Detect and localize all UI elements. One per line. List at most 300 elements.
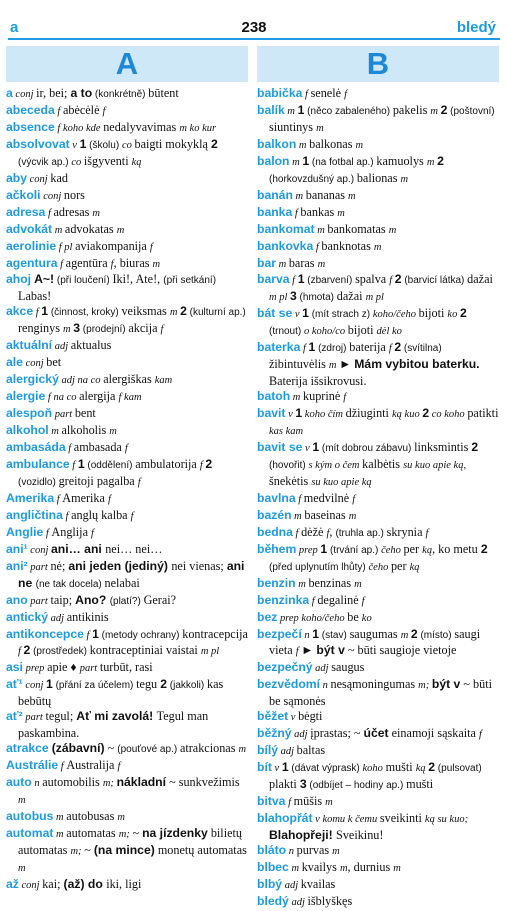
dictionary-entry [257, 406, 499, 440]
entry-text: m [290, 392, 304, 404]
entry-text: f [102, 105, 106, 117]
entry-text: sveikinti [379, 810, 425, 825]
entry-text: m [275, 258, 289, 270]
entry-text: tegu [136, 677, 161, 692]
entry-text: adj na co [58, 375, 104, 387]
dictionary-entry [6, 677, 248, 709]
entry-text: medvilnė [303, 490, 353, 505]
entry-text: įprastas; [310, 726, 354, 741]
entry-text: , ko metu [432, 541, 481, 556]
entry-text: akcija [128, 321, 161, 336]
entry-text: ko [361, 612, 372, 624]
entry-text: einamoji sąskaita [388, 726, 479, 741]
entry-text: 2 [437, 153, 444, 168]
entry-text: f [326, 527, 330, 539]
entry-text: Australija [66, 758, 118, 773]
headword: bar [257, 255, 276, 270]
entry-text: , durnius [347, 859, 394, 874]
entry-text: m [328, 360, 340, 372]
headword: bát se [257, 306, 293, 321]
entry-text: 2 [210, 136, 218, 151]
dictionary-entry [6, 205, 248, 222]
headword: bankovka [257, 238, 314, 253]
entry-text: m [289, 156, 303, 168]
dictionary-entry [257, 677, 499, 709]
entry-text: m pl [200, 646, 220, 658]
dictionary-entry [257, 860, 499, 877]
headword: bavlna [257, 490, 296, 505]
entry-text: ~ būti saugioje vietoje [344, 643, 457, 658]
headword: aby [6, 170, 28, 185]
dictionary-entry [6, 304, 248, 338]
column-a [6, 46, 248, 891]
entry-text: automatas [66, 825, 119, 840]
headword: bavit se [257, 440, 303, 455]
entry-text: pakelis [392, 102, 431, 117]
entry-text: iki, ligi [106, 876, 142, 891]
entry-text: m pl [269, 292, 290, 304]
entry-text: (školu) [86, 139, 122, 151]
entry-text: ~ [353, 726, 364, 741]
dictionary-entry [6, 423, 248, 440]
headword: blbec [257, 859, 289, 874]
entry-text: f [292, 207, 301, 219]
entry-text: ką [131, 156, 142, 168]
entry-text: renginys [18, 321, 64, 336]
dictionary-entry [257, 340, 499, 389]
entry-text: 3 [299, 777, 307, 792]
dictionary-entry [6, 256, 248, 273]
entry-text: linksmintis [414, 440, 472, 455]
dictionary-entry [257, 877, 499, 894]
entry-text: (truhla ap.) [335, 527, 387, 539]
entry-text: adj [291, 729, 311, 741]
entry-text: bėgti [298, 709, 323, 724]
entry-text: senelė [310, 86, 345, 100]
entry-text: part [52, 409, 75, 421]
headword: antický [6, 609, 49, 624]
entry-text: čeho [381, 544, 404, 556]
headword: ačkoli [6, 187, 41, 202]
entry-text: (kulturní ap.) [186, 307, 246, 319]
entry-text: (hovořit) [269, 459, 309, 471]
entry-text: 2 [160, 677, 167, 692]
entry-text: m [53, 828, 67, 840]
entry-text: kuprinė [303, 389, 344, 404]
headword: balon [257, 153, 290, 168]
entry-text: (hmota) [296, 292, 337, 304]
dictionary-entry [6, 338, 248, 355]
headword: absence [6, 119, 55, 134]
entry-text: conj [40, 190, 64, 202]
entry-text: v [292, 309, 303, 321]
entry-text: kai; [42, 876, 64, 891]
entry-text: 1 [308, 340, 316, 355]
entry-text: v [271, 763, 282, 775]
entry-text: v [288, 712, 299, 724]
entry-text: f [117, 761, 121, 773]
entry-text: ambulatorija [135, 456, 200, 471]
entry-text: adresas [53, 204, 93, 219]
headword: bazén [257, 507, 292, 522]
headword: Amerika [6, 490, 55, 505]
entry-text: m [296, 139, 310, 151]
headword: advokát [6, 221, 53, 236]
entry-text: su kuo apie ką, [403, 459, 467, 471]
entry-text: adj [52, 341, 71, 353]
entry-text: f [343, 392, 347, 404]
entry-text: dėl ko [376, 326, 402, 338]
entry-text: ~ sunkvežimis [166, 775, 240, 790]
entry-text: veiksmas [121, 304, 170, 319]
entry-text: dažai [467, 272, 493, 287]
entry-text: co koho [429, 409, 468, 421]
entry-text: (metody ochrany) [98, 629, 183, 641]
dictionary-entry [6, 389, 248, 406]
dictionary-entry [6, 559, 248, 593]
entry-text: (zdroj) [315, 343, 350, 355]
headword: agentura [6, 255, 58, 270]
dictionary-entry [6, 877, 248, 894]
entry-text: Mám vybitou baterku. [354, 357, 480, 372]
entry-text: f [83, 629, 93, 641]
entry-text: 2 [480, 541, 488, 556]
entry-text: m [292, 190, 306, 202]
headword: bít [257, 760, 272, 775]
entry-text: ir, bei; [36, 86, 71, 100]
headword: během [257, 541, 297, 556]
dictionary-entry [6, 103, 248, 120]
entry-text: dėžė [301, 524, 327, 539]
dictionary-entry [257, 239, 499, 256]
entry-text: bent [74, 406, 96, 421]
entry-text: (trnout) [269, 326, 305, 338]
entry-text: m [92, 207, 100, 219]
entry-text: nákladní [116, 775, 167, 790]
entry-text: baterija [349, 340, 389, 355]
dictionary-entry [6, 372, 248, 389]
entry-text: advokatas [64, 221, 117, 236]
entry-text: 1 [302, 153, 310, 168]
entry-text: (prodejní) [80, 324, 129, 336]
entry-text: ko [447, 309, 460, 321]
entry-text: (poštovní) [447, 105, 495, 117]
entry-text: 2 [394, 272, 402, 287]
entry-text: f [45, 207, 54, 219]
entry-text: f [292, 527, 302, 539]
entry-text: siuntinys [269, 119, 317, 134]
entry-text: na jízdenky [142, 825, 208, 840]
headword: ambulance [6, 456, 70, 471]
headword: aktuální [6, 338, 53, 353]
entry-text: f na co [45, 392, 80, 404]
entry-text: Sveikinu! [336, 827, 384, 842]
entry-text: spalva [355, 272, 390, 287]
entry-text: f [110, 258, 114, 270]
entry-text: 3 [290, 289, 297, 304]
headword: bezpečí [257, 626, 302, 641]
headword: bláto [257, 842, 287, 857]
entry-text: baltas [296, 743, 326, 758]
letter-banner: B [257, 46, 499, 82]
entry-text: f kam [118, 392, 142, 404]
header-last-entry: bledý [456, 19, 496, 36]
entry-text: m [117, 811, 125, 823]
entry-text: greitoji pagalba [58, 473, 138, 488]
entry-text: m [288, 862, 302, 874]
entry-text: taip; [50, 592, 76, 607]
entry-text: m [348, 510, 357, 522]
entry-text: 2 [422, 406, 430, 421]
entry-text: koho/čeho [372, 309, 419, 321]
entry-text: patikti [467, 406, 499, 421]
entry-text: adj [288, 896, 308, 908]
entry-text: išgyventi [83, 153, 132, 168]
entry-text: 1 [77, 456, 85, 471]
headword: bledý [257, 893, 289, 908]
entry-text: mušti [385, 760, 416, 775]
dictionary-entry [257, 894, 499, 911]
dictionary-entry [6, 775, 248, 809]
entry-text: (vozidlo) [18, 476, 59, 488]
entry-text: conj [22, 680, 47, 692]
entry-text: alergija [79, 389, 119, 404]
entry-text: ♦ [70, 660, 80, 675]
headword: běžet [257, 709, 289, 724]
entry-text: m [53, 811, 67, 823]
entry-text: apie [47, 660, 71, 675]
entry-text: f [352, 493, 356, 505]
entry-text: anglų kalba [71, 507, 131, 522]
entry-text: skrynia [386, 524, 426, 539]
headword: bavit [257, 406, 286, 421]
entry-text: m [348, 190, 356, 202]
entry-text: ~ [132, 825, 143, 840]
entry-text: f [285, 797, 294, 809]
entry-text: (místo) [417, 629, 455, 641]
entry-text: 1 [302, 306, 309, 321]
entry-text: bankomatas [327, 221, 389, 236]
entry-text: bijoti [418, 306, 448, 321]
entry-text: n [31, 778, 43, 790]
entry-text: být v [316, 643, 345, 658]
entry-text: f [388, 343, 395, 355]
dictionary-entry [257, 542, 499, 576]
entry-text: n [301, 629, 313, 641]
entry-text: 2 [410, 626, 418, 641]
entry-text: m; [70, 845, 85, 857]
entry-text: turbūt, rasi [99, 660, 153, 675]
entry-text: (až) do [63, 876, 107, 891]
entry-text: šnekėtis [269, 473, 312, 488]
dictionary-entry [257, 306, 499, 340]
entry-text: džiuginti [345, 406, 392, 421]
entry-text: m [355, 139, 364, 151]
entry-text: m [430, 105, 441, 117]
dictionary-entry [6, 826, 248, 877]
dictionary-entry [6, 525, 248, 542]
entry-text: m [317, 258, 326, 270]
headword: automat [6, 825, 54, 840]
entry-text: Tegul man paskambina. [18, 709, 209, 741]
dictionary-entry [6, 355, 248, 372]
entry-text: f [302, 89, 311, 100]
headword: bitva [257, 794, 286, 809]
entry-text: f [124, 443, 128, 455]
entry-text: per [403, 541, 423, 556]
dictionary-entry [257, 222, 499, 239]
entry-text: v komu k čemu [312, 813, 380, 825]
entry-text: ką kuo [392, 409, 423, 421]
entry-text: kvailas [300, 876, 336, 891]
entry-list [6, 86, 248, 894]
headword: ale [6, 355, 23, 370]
entry-text: f [33, 307, 42, 319]
entry-text: 1 [41, 304, 49, 319]
dictionary-entry [6, 508, 248, 525]
entry-text: o koho/co [304, 326, 348, 338]
entry-text: kontraceptiniai vaistai [89, 643, 201, 658]
entry-text: f [62, 510, 72, 522]
entry-text: m [388, 224, 397, 236]
headword: běžný [257, 726, 292, 741]
entry-text: (přání za účelem) [52, 680, 137, 692]
entry-text: būtent [148, 86, 179, 100]
entry-text: koho [362, 763, 386, 775]
entry-text: m [52, 224, 65, 236]
entry-text: (barvicí látka) [401, 275, 468, 287]
entry-text: m [109, 426, 117, 438]
entry-text: alkoholis [61, 423, 110, 438]
dictionary-entry [6, 120, 248, 137]
entry-text: mūšis [293, 794, 326, 809]
dictionary-entry [6, 457, 248, 491]
dictionary-entry [6, 222, 248, 239]
entry-text: f [199, 459, 206, 471]
entry-text: purvas [296, 842, 333, 857]
entry-text: 2 [428, 760, 436, 775]
entry-text: 1 [297, 272, 305, 287]
entry-text: bet [46, 355, 62, 370]
entry-text: koho čím [302, 409, 346, 421]
headword: blbý [257, 876, 283, 891]
entry-text: degalinė [317, 592, 362, 607]
entry-text: (mít dobrou zábavu) [319, 443, 415, 455]
entry-text: v [69, 139, 80, 151]
entry-text: m [332, 845, 340, 857]
entry-text: m [325, 797, 333, 809]
dictionary-entry [257, 525, 499, 542]
entry-text: (výcvik ap.) [18, 156, 72, 168]
headword: alkohol [6, 423, 49, 438]
dictionary-entry [257, 660, 499, 677]
entry-text: (před uplynutím lhůty) [269, 561, 369, 573]
entry-text: 2 [440, 102, 448, 117]
column-b [257, 46, 499, 908]
entry-text: m [354, 578, 362, 590]
entry-text: f [425, 527, 429, 539]
entry-text: baigti mokyklą [134, 136, 211, 151]
entry-text: f [295, 493, 304, 505]
entry-text: m [295, 578, 309, 590]
entry-text: 1 [46, 677, 53, 692]
entry-text: 1 [312, 626, 319, 641]
entry-text: autobusas [66, 808, 118, 823]
entry-text: f [289, 275, 298, 287]
dictionary-entry [257, 610, 499, 627]
headword: batoh [257, 389, 291, 404]
entry-text: balkonas [309, 136, 356, 151]
dictionary-entry [6, 660, 248, 677]
header-first-entry: a [10, 19, 19, 36]
entry-text: Iki!, Ate!, [112, 272, 164, 287]
entry-text: conj [12, 89, 37, 100]
entry-text: alergiškas [103, 372, 155, 387]
entry-text: f [344, 89, 347, 100]
entry-text: kvailys [301, 859, 340, 874]
entry-text: monetų automatas [154, 842, 247, 857]
dictionary-entry [257, 86, 499, 103]
entry-text: Gerai? [143, 592, 177, 607]
headword: Anglie [6, 524, 44, 539]
entry-text: kas bebūtų [18, 677, 224, 709]
entry-text: conj [18, 879, 43, 891]
entry-text: m ko kur [179, 122, 217, 134]
headword: ať¹ [6, 677, 23, 692]
headword: blahopřát [257, 810, 313, 825]
dictionary-entry [6, 610, 248, 627]
headword: alergie [6, 389, 46, 404]
headword: banka [257, 204, 293, 219]
dictionary-entry [6, 741, 248, 758]
entry-text: f [149, 241, 153, 253]
dictionary-entry [257, 508, 499, 525]
entry-text: bilietų automatas [18, 825, 242, 857]
entry-text: kam [154, 375, 173, 387]
headword: benzin [257, 575, 296, 590]
dictionary-entry [6, 86, 248, 103]
entry-text: f [309, 595, 318, 607]
entry-text: per [390, 558, 410, 573]
entry-text: 1 [295, 406, 303, 421]
entry-text: kontracepcija [182, 626, 248, 641]
entry-text: m [291, 510, 305, 522]
entry-text: atrakcionas [179, 741, 239, 756]
entry-text: ką [422, 544, 433, 556]
headword: alergický [6, 372, 59, 387]
entry-text: (konkrétně) [92, 89, 149, 100]
entry-text: ką su kuo; [424, 813, 469, 825]
entry-text: čeho [368, 561, 391, 573]
dictionary-entry [257, 256, 499, 273]
entry-text: nedalyvavimas [103, 119, 180, 134]
entry-text: adj [278, 746, 297, 758]
entry-text: m; [418, 680, 432, 692]
dictionary-entry [257, 272, 499, 306]
headword: a [6, 86, 13, 100]
entry-text: s kým o čem [308, 459, 363, 471]
entry-text: ~ [104, 741, 118, 756]
entry-text: m [152, 258, 161, 270]
headword: Austrálie [6, 758, 59, 773]
entry-text: (zbarvení) [304, 275, 356, 287]
headword: bílý [257, 743, 278, 758]
headword: baterka [257, 340, 301, 355]
dictionary-entry [257, 576, 499, 593]
entry-text: automobilis [42, 775, 103, 790]
entry-text: banknotas [321, 238, 374, 253]
entry-text: m [238, 744, 247, 756]
